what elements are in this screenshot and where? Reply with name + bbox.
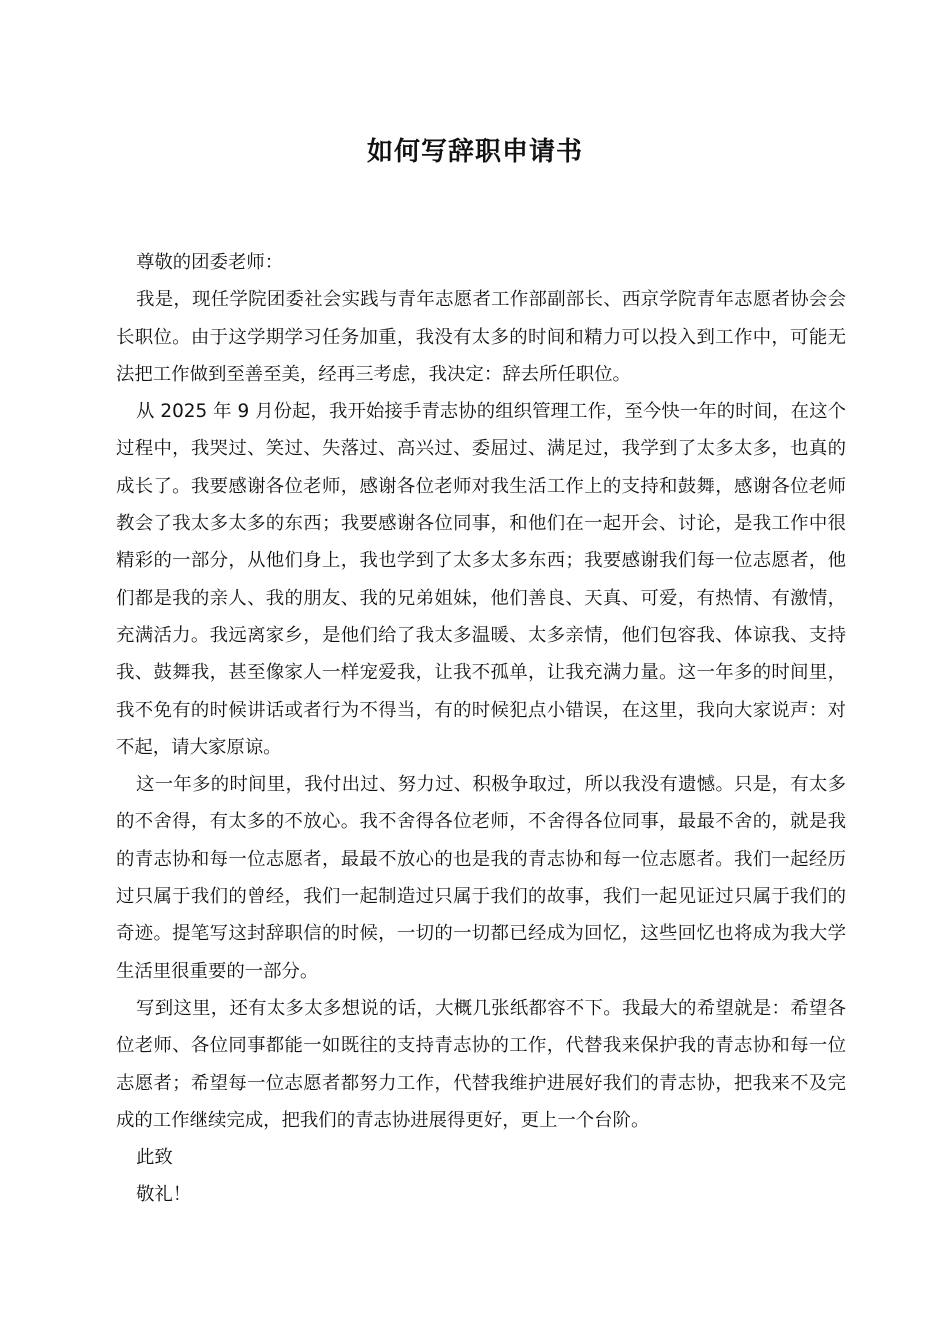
closing-regards: 敬礼！ bbox=[136, 1184, 192, 1206]
paragraph: 这一年多的时间里，我付出过、努力过、积极争取过，所以我没有遗憾。只是，有太多的不舍得，有太多的不放心。我不舍得各位老师，不舍得各位同事，最最不舍的，就是我的青志协和每一位志愿者，最最不放心的也是我的青志协和每一位志愿者。我们一起经历过只属于我们的曾经，我们一起制造过只属于我们的故事，我们一起见证过只属于我们的奇迹。提笔写这封辞职信的时候，一切的一切都已经成为回忆，这些回忆也将成为我大学生活里很重要的一部分。 bbox=[116, 774, 846, 982]
salutation: 尊敬的团委老师： bbox=[136, 252, 284, 273]
paragraph: 我是，现任学院团委社会实践与青年志愿者工作部副部长、西京学院青年志愿者协会会长职位。由于这学期学习任务加重，我没有太多的时间和精力可以投入到工作中，可能无法把工作做到至善至美，经再三考虑，我决定：辞去所任职位。 bbox=[116, 289, 846, 385]
paragraph: 从 2025 年 9 月份起，我开始接手青志协的组织管理工作，至今快一年的时间，在这个过程中，我哭过、笑过、失落过、高兴过、委屈过、满足过，我学到了太多太多，也真的成长了。我要感谢各位老师，感谢各位老师对我生活工作上的支持和鼓舞，感谢各位老师教会了我太多太多的东西；我要感谢各位同事，和他们在一起开会、讨论，是我工作中很精彩的一部分，从他们身上，我也学到了太多太多东西；我要感谢我们每一位志愿者，他们都是我的亲人、我的朋友、我的兄弟姐妹，他们善良、天真、可爱，有热情、有激情，充满活力。我远离家乡，是他们给了我太多温暖、太多亲情，他们包容我、体谅我、支持我、鼓舞我，甚至像家人一样宠爱我，让我不孤单，让我充满力量。这一年多的时间里，我不免有的时候讲话或者行为不得当，有的时候犯点小错误，在这里，我向大家说声：对不起，请大家原谅。 bbox=[116, 401, 846, 758]
closing-line: 此致 bbox=[136, 1147, 173, 1169]
paragraph: 写到这里，还有太多太多想说的话，大概几张纸都容不下。我最大的希望就是：希望各位老师、各位同事都能一如既往的支持青志协的工作，代替我来保护我的青志协和每一位志愿者；希望每一位志愿者都努力工作，代替我维护进展好我们的青志协，把我来不及完成的工作继续完成，把我们的青志协进展得更好，更上一个台阶。 bbox=[116, 997, 846, 1131]
document-body bbox=[116, 244, 846, 1214]
document-title: 如何写辞职申请书 bbox=[366, 137, 583, 167]
